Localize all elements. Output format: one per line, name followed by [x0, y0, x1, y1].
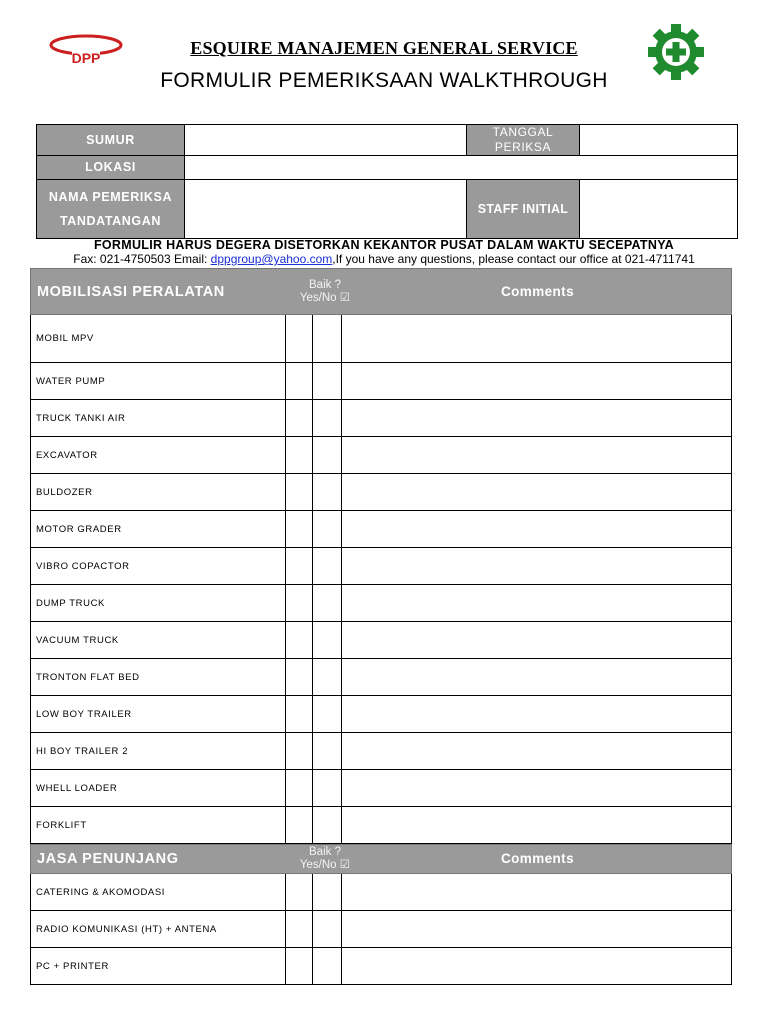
divider [37, 155, 737, 156]
no-checkbox[interactable] [312, 585, 342, 621]
item-label: HI BOY TRAILER 2 [36, 745, 129, 757]
comment-field[interactable] [341, 807, 731, 843]
divider [579, 125, 580, 155]
yes-checkbox[interactable] [285, 363, 313, 399]
no-checkbox[interactable] [312, 911, 342, 947]
yes-checkbox[interactable] [285, 585, 313, 621]
contact-suffix: ,If you have any questions, please contact our office at 021-4711741 [332, 252, 695, 266]
comment-field[interactable] [341, 437, 731, 473]
item-label: VIBRO COPACTOR [36, 560, 130, 572]
checklist [30, 268, 732, 985]
checklist-row [30, 874, 732, 911]
info-table [36, 124, 738, 239]
comment-field[interactable] [341, 474, 731, 510]
item-label: CATERING & AKOMODASI [36, 886, 166, 898]
item-label: RADIO KOMUNIKASI (HT) + ANTENA [36, 923, 217, 935]
lokasi-field[interactable] [185, 156, 737, 179]
comment-field[interactable] [341, 733, 731, 769]
checklist-row [30, 948, 732, 985]
checklist-row [30, 400, 732, 437]
item-label: VACUUM TRUCK [36, 634, 119, 646]
comment-field[interactable] [341, 770, 731, 806]
checklist-row [30, 911, 732, 948]
item-label: TRONTON FLAT BED [36, 671, 140, 683]
item-label: WATER PUMP [36, 375, 106, 387]
sumur-label: SUMUR [37, 125, 184, 155]
yes-checkbox[interactable] [285, 807, 313, 843]
comment-field[interactable] [341, 363, 731, 399]
yes-checkbox[interactable] [285, 659, 313, 695]
divider [37, 179, 737, 180]
yes-checkbox[interactable] [285, 548, 313, 584]
contact-line [0, 252, 768, 266]
form-title: FORMULIR PEMERIKSAAN WALKTHROUGH [160, 69, 608, 92]
baik-line-1: Baik ? [309, 846, 341, 858]
comments-header: Comments [501, 284, 574, 299]
comment-field[interactable] [341, 511, 731, 547]
comment-field[interactable] [341, 315, 731, 362]
comment-field[interactable] [341, 911, 731, 947]
nama-pemeriksa-field[interactable] [185, 180, 466, 238]
baik-line-1: Baik ? [309, 279, 341, 291]
comment-field[interactable] [341, 622, 731, 658]
section-header [30, 268, 732, 315]
no-checkbox[interactable] [312, 315, 342, 362]
company-name: ESQUIRE MANAJEMEN GENERAL SERVICE [190, 38, 578, 58]
checklist-row [30, 622, 732, 659]
checklist-row [30, 696, 732, 733]
comment-field[interactable] [341, 585, 731, 621]
comment-field[interactable] [341, 400, 731, 436]
checklist-row [30, 807, 732, 844]
yes-checkbox[interactable] [285, 622, 313, 658]
item-label: DUMP TRUCK [36, 597, 105, 609]
dpp-logo-text: DPP [71, 50, 101, 66]
item-label: MOTOR GRADER [36, 523, 122, 535]
checklist-row [30, 585, 732, 622]
yes-checkbox[interactable] [285, 315, 313, 362]
comment-field[interactable] [341, 948, 731, 984]
no-checkbox[interactable] [312, 733, 342, 769]
yes-checkbox[interactable] [285, 911, 313, 947]
item-label: BULDOZER [36, 486, 93, 498]
nama-pemeriksa-text: NAMA PEMERIKSA [48, 190, 173, 204]
sumur-field[interactable] [185, 125, 466, 155]
no-checkbox[interactable] [312, 874, 342, 910]
yes-checkbox[interactable] [285, 733, 313, 769]
divider [184, 125, 185, 238]
comment-field[interactable] [341, 696, 731, 732]
yes-checkbox[interactable] [285, 770, 313, 806]
baik-line-2: Yes/No ☑ [299, 292, 351, 304]
checklist-row [30, 770, 732, 807]
item-label: PC + PRINTER [36, 960, 109, 972]
checklist-row [30, 548, 732, 585]
checklist-row [30, 659, 732, 696]
staff-initial-field[interactable] [580, 180, 737, 238]
no-checkbox[interactable] [312, 622, 342, 658]
checklist-row [30, 511, 732, 548]
contact-prefix: Fax: 021-4750503 Email: [73, 252, 211, 266]
checklist-row [30, 733, 732, 770]
item-label: EXCAVATOR [36, 449, 98, 461]
nama-pemeriksa-label [37, 180, 184, 238]
baik-line-2: Yes/No ☑ [299, 859, 351, 871]
item-label: FORKLIFT [36, 819, 87, 831]
checklist-row [30, 363, 732, 400]
no-checkbox[interactable] [312, 363, 342, 399]
yes-checkbox[interactable] [285, 874, 313, 910]
yes-checkbox[interactable] [285, 511, 313, 547]
tanggal-periksa-field[interactable] [580, 125, 737, 155]
section-header [30, 844, 732, 874]
no-checkbox[interactable] [312, 548, 342, 584]
yes-checkbox[interactable] [285, 437, 313, 473]
item-label: MOBIL MPV [36, 333, 94, 344]
divider [466, 179, 467, 238]
divider [466, 125, 467, 155]
comments-header: Comments [501, 851, 574, 866]
no-checkbox[interactable] [312, 659, 342, 695]
comment-field[interactable] [341, 659, 731, 695]
no-checkbox[interactable] [312, 474, 342, 510]
email-link[interactable]: dppgroup@yahoo.com [210, 252, 333, 266]
no-checkbox[interactable] [312, 696, 342, 732]
tandatangan-text: TANDATANGAN [59, 214, 162, 228]
item-label: TRUCK TANKI AIR [36, 412, 126, 424]
divider [579, 179, 580, 238]
comment-field[interactable] [341, 874, 731, 910]
no-checkbox[interactable] [312, 400, 342, 436]
staff-initial-label: STAFF INITIAL [467, 180, 579, 238]
checklist-row [30, 315, 732, 363]
checklist-row [30, 474, 732, 511]
no-checkbox[interactable] [312, 770, 342, 806]
no-checkbox[interactable] [312, 807, 342, 843]
yes-checkbox[interactable] [285, 400, 313, 436]
item-label: WHELL LOADER [36, 782, 118, 794]
section-title: JASA PENUNJANG [37, 851, 179, 867]
item-label: LOW BOY TRAILER [36, 708, 132, 720]
no-checkbox[interactable] [312, 511, 342, 547]
lokasi-label: LOKASI [37, 156, 184, 179]
yes-checkbox[interactable] [285, 696, 313, 732]
no-checkbox[interactable] [312, 437, 342, 473]
no-checkbox[interactable] [312, 948, 342, 984]
comment-field[interactable] [341, 548, 731, 584]
submission-notice: FORMULIR HARUS DEGERA DISETORKAN KEKANTOR PUSAT DALAM WAKTU SECEPATNYA [93, 238, 675, 252]
yes-checkbox[interactable] [285, 948, 313, 984]
section-title: MOBILISASI PERALATAN [37, 284, 225, 300]
checklist-row [30, 437, 732, 474]
tanggal-periksa-label: TANGGAL PERIKSA [467, 125, 579, 155]
yes-checkbox[interactable] [285, 474, 313, 510]
